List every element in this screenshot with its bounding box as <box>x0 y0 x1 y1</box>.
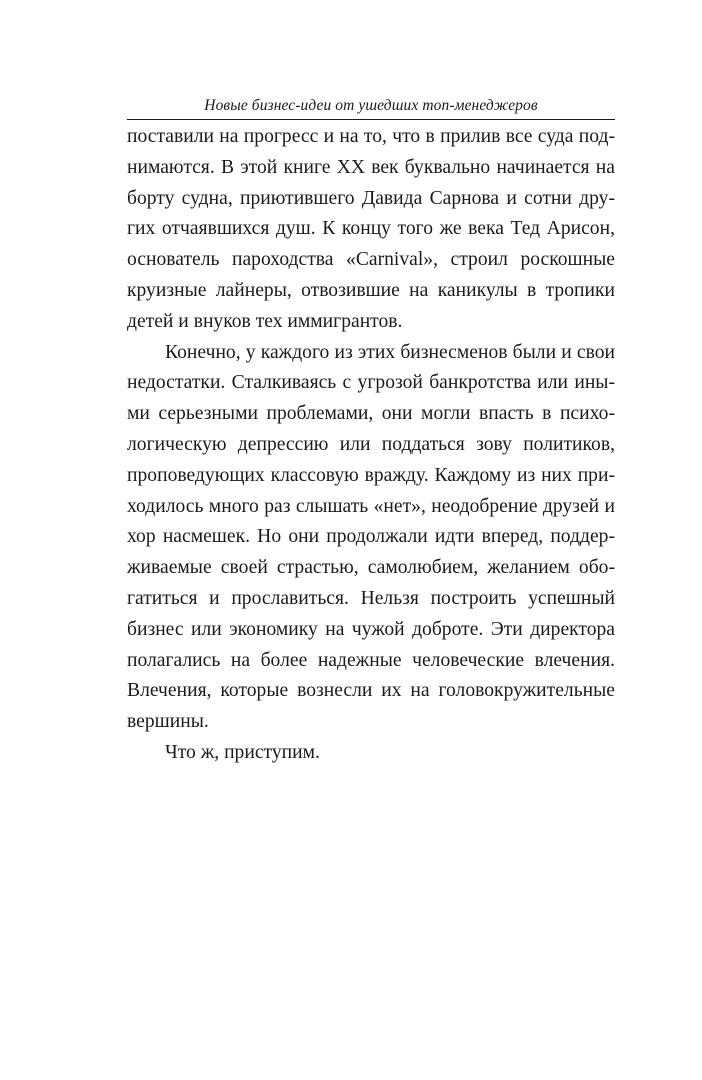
text-line: борту судна, приютившего Давида Сарнова и сотни дру- <box>127 187 615 209</box>
running-head: Новые бизнес-идеи от ушедших топ-менеджеров <box>204 97 538 114</box>
header-rule <box>127 119 615 120</box>
text-line: Влечения, которые вознесли их на головокружительные <box>127 680 615 702</box>
text-line: основатель пароходства «Carnival», строил роскошные <box>127 249 615 271</box>
text-line: ми серьезными проблемами, они могли впасть в психо- <box>127 403 615 425</box>
text-line: Конечно, у каждого из этих бизнесменов были и свои <box>165 341 615 363</box>
text-line: детей и внуков тех иммигрантов. <box>127 310 403 332</box>
text-line: Что ж, приступим. <box>165 741 320 763</box>
text-line: логическую депрессию или поддаться зову политиков, <box>127 433 615 455</box>
paragraph-2 <box>127 338 615 738</box>
text-line: круизные лайнеры, отвозившие на каникулы в тропики <box>127 279 615 301</box>
body-text <box>127 122 615 769</box>
paragraph-3 <box>127 738 615 769</box>
text-line: нимаются. В этой книге XX век буквально начинается на <box>127 156 615 178</box>
text-line: вершины. <box>127 711 209 733</box>
text-line: полагались на более надежные человеческие влечения. <box>127 649 615 671</box>
paragraph-1 <box>127 122 615 338</box>
text-line: поставили на прогресс и на то, что в прилив все суда под- <box>127 126 615 147</box>
text-line: гатиться и прославиться. Нельзя построить успешный <box>127 587 615 609</box>
text-line: проповедующих классовую вражду. Каждому из них при- <box>127 464 615 486</box>
text-line: гих отчаявшихся душ. К концу того же века Тед Арисон, <box>127 218 615 240</box>
text-line: ходилось много раз слышать «нет», неодобрение друзей и <box>127 495 615 517</box>
text-line: живаемые своей страстью, самолюбием, желанием обо- <box>127 557 615 579</box>
text-line: хор насмешек. Но они продолжали идти вперед, поддер- <box>127 526 615 548</box>
text-line: недостатки. Сталкиваясь с угрозой банкротства или ины- <box>127 372 615 394</box>
text-line: бизнес или экономику на чужой доброте. Эти директора <box>127 618 615 640</box>
